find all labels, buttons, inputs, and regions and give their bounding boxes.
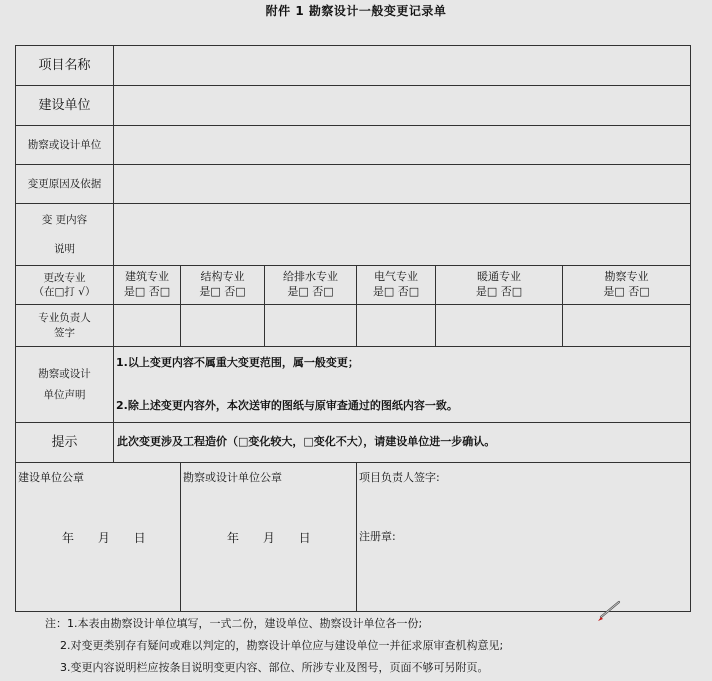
label-major-lead-line2: 签字 [54, 326, 75, 339]
row-seals [16, 463, 691, 612]
row-change-reason [16, 165, 691, 204]
profession-structure[interactable] [181, 266, 265, 305]
profession-checkboxes[interactable]: 是□ 否□ [603, 285, 650, 298]
field-change-reason[interactable] [114, 165, 691, 204]
construction-seal-date: 年 月 日 [62, 530, 156, 545]
label-unit-statement-line1: 勘察或设计 [38, 368, 91, 381]
profession-checkboxes[interactable]: 是□ 否□ [199, 285, 246, 298]
label-project-name: 项目名称 [16, 46, 114, 86]
label-survey-design-unit: 勘察或设计单位 [16, 126, 114, 165]
profession-architecture[interactable] [114, 266, 181, 305]
field-survey-design-unit[interactable] [114, 126, 691, 165]
row-change-content [16, 204, 691, 266]
unit-statement-text [114, 347, 691, 423]
label-major-lead-line1: 专业负责人 [38, 312, 91, 325]
field-construction-unit[interactable] [114, 86, 691, 126]
sign-architecture[interactable] [114, 305, 181, 347]
row-unit-statement [16, 347, 691, 423]
row-change-major [16, 266, 691, 305]
note-1: 注：1.本表由勘察设计单位填写，一式二份，建设单位、勘察设计单位各一份; [45, 617, 423, 630]
sign-plumbing[interactable] [265, 305, 357, 347]
hint-text: 此次变更涉及工程造价（□变化较大，□变化不大），请建设单位进一步确认。 [114, 423, 691, 463]
statement-2: 2.除上述变更内容外，本次送审的图纸与原审查通过的图纸内容一致。 [116, 398, 458, 412]
project-lead-sign-label: 项目负责人签字: [359, 471, 440, 484]
row-major-lead-signature [16, 305, 691, 347]
profession-name: 结构专业 [200, 270, 245, 284]
label-change-content-line2: 说明 [54, 242, 75, 255]
sign-hvac[interactable] [436, 305, 563, 347]
label-hint: 提示 [16, 423, 114, 463]
design-seal-date: 年 月 日 [227, 530, 321, 545]
row-hint [16, 423, 691, 463]
profession-name: 勘察专业 [604, 270, 649, 284]
sign-survey[interactable] [563, 305, 691, 347]
sign-electrical[interactable] [357, 305, 436, 347]
profession-survey[interactable] [563, 266, 691, 305]
profession-name: 电气专业 [374, 270, 418, 284]
row-construction-unit [16, 86, 691, 126]
statement-1: 1.以上变更内容不属重大变更范围，属一般变更； [116, 355, 359, 369]
profession-name: 给排水专业 [283, 270, 338, 284]
label-unit-statement [16, 347, 114, 423]
label-major-lead [16, 305, 114, 347]
notes-section [45, 613, 685, 679]
label-change-content-line1: 变 更内容 [41, 214, 88, 227]
design-seal-label: 勘察或设计单位公章 [183, 471, 282, 484]
row-survey-design-unit [16, 126, 691, 165]
label-change-reason: 变更原因及依据 [16, 165, 114, 204]
sign-structure[interactable] [181, 305, 265, 347]
label-change-major-line2: （在□打 √） [33, 286, 96, 298]
profession-plumbing[interactable] [265, 266, 357, 305]
label-construction-unit: 建设单位 [16, 86, 114, 126]
registered-stamp-label: 注册章: [359, 529, 396, 543]
label-change-content [16, 204, 114, 266]
label-change-major [16, 266, 114, 305]
profession-name: 暖通专业 [477, 270, 521, 284]
profession-checkboxes[interactable]: 是□ 否□ [287, 285, 334, 298]
project-lead-cell[interactable] [357, 463, 691, 612]
construction-seal-label: 建设单位公章 [18, 471, 84, 484]
note-3: 3.变更内容说明栏应按条目说明变更内容、部位、所涉专业及图号，页面不够可另附页。 [60, 661, 489, 674]
profession-checkboxes[interactable]: 是□ 否□ [372, 285, 420, 298]
label-unit-statement-line2: 单位声明 [43, 388, 86, 401]
profession-checkboxes[interactable]: 是□ 否□ [123, 285, 171, 298]
construction-seal-cell[interactable] [16, 463, 181, 612]
change-record-form [15, 45, 691, 612]
field-change-content[interactable] [114, 204, 691, 266]
profession-hvac[interactable] [436, 266, 563, 305]
profession-checkboxes[interactable]: 是□ 否□ [475, 285, 523, 298]
document-title: 附件 1 勘察设计一般变更记录单 [265, 4, 447, 18]
field-project-name[interactable] [114, 46, 691, 86]
profession-electrical[interactable] [357, 266, 436, 305]
label-change-major-line1: 更改专业 [43, 271, 86, 284]
note-2: 2.对变更类别存有疑问或难以判定的，勘察设计单位应与建设单位一并征求原审查机构意见; [60, 639, 504, 652]
row-project-name [16, 46, 691, 86]
profession-name: 建筑专业 [125, 270, 169, 284]
design-seal-cell[interactable] [181, 463, 357, 612]
